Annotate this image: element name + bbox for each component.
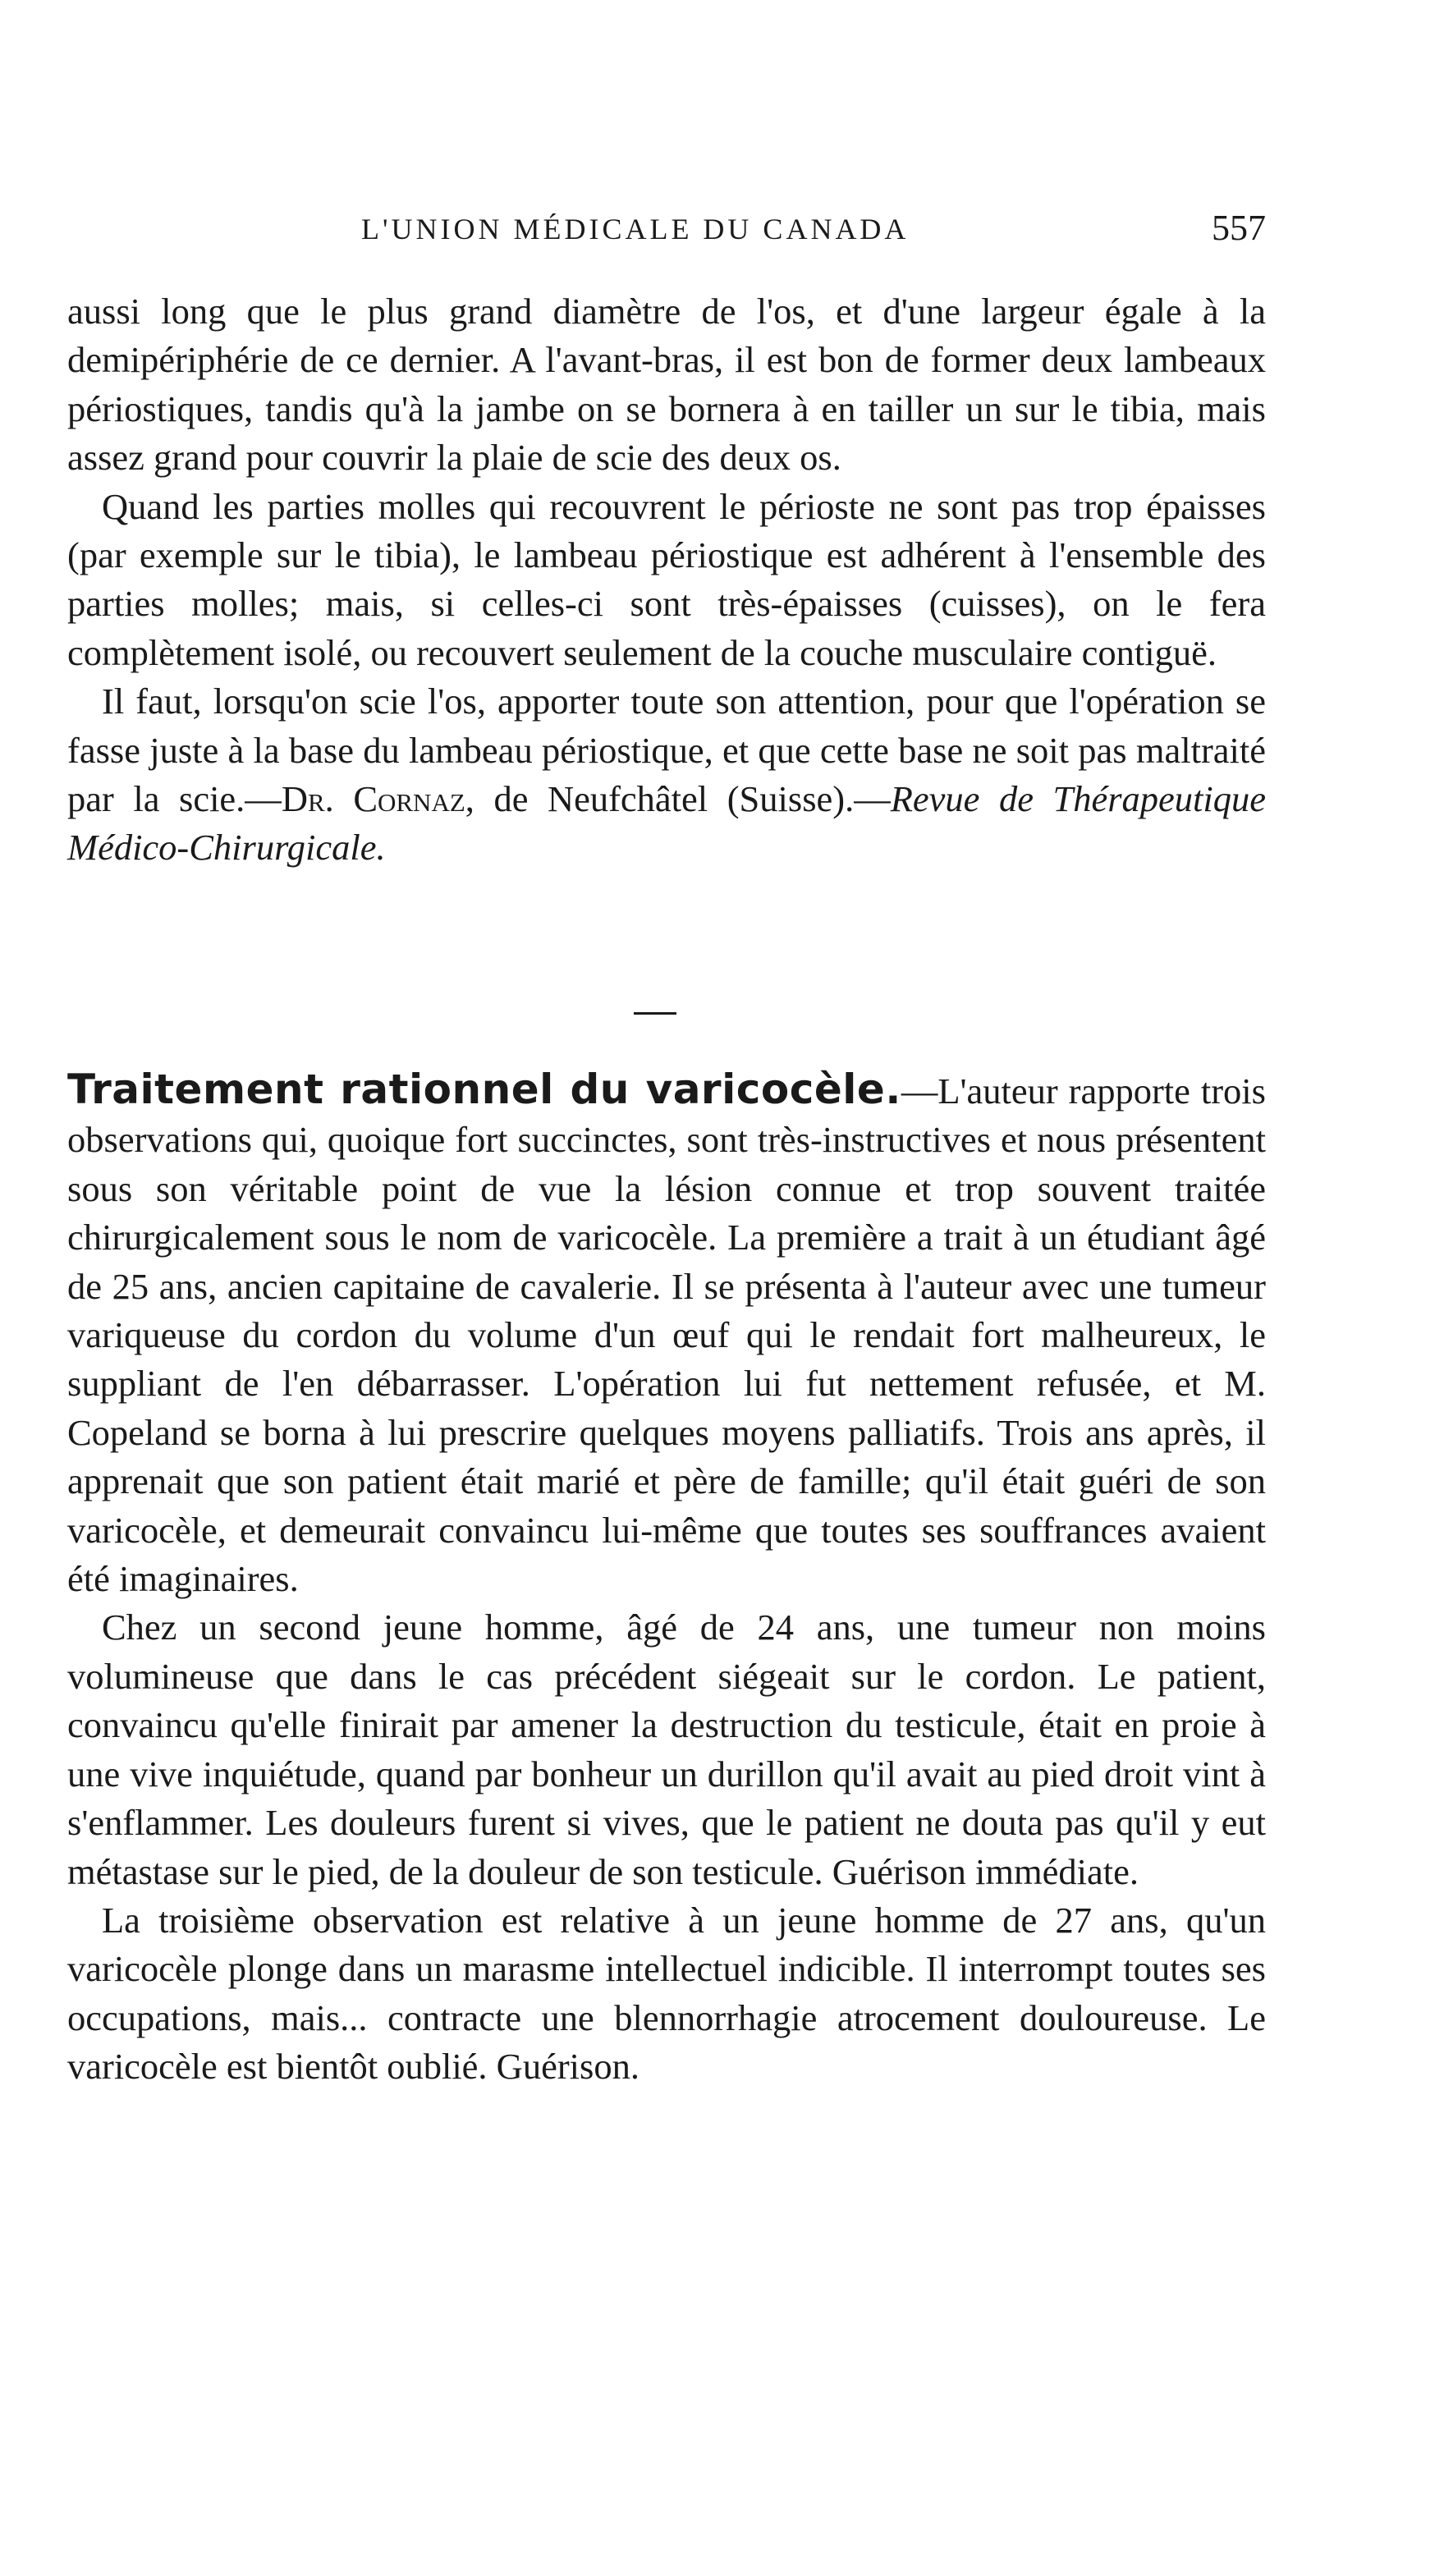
running-title: L'UNION MÉDICALE DU CANADA <box>361 213 910 245</box>
paragraph: La troisième observation est relative à un jeune homme de 27 ans, qu'un varicocèle plonge dans un marasme intellectuel indicible. Il interrompt toutes ses occupations, mais... contracte une blennorrhagie atrocement douloureuse. Le varicocèle est bientôt oublié. Guérison. <box>67 1899 1266 2088</box>
paragraph-with-citation <box>67 677 1266 873</box>
paragraph: Chez un second jeune homme, âgé de 24 ans, une tumeur non moins volumineuse que dans le cas précédent siégeait sur le cordon. Le patient, convaincu qu'elle finirait par amener la destruction du testicule, était en proie à une vive inquiétude, quand par bonheur un durillon qu'il avait au pied droit vint à s'enflammer. Les douleurs furent si vives, que le patient ne douta pas qu'il y eut métastase sur le pied, de la douleur de son testicule. Guérison immédiate. <box>67 1607 1266 1892</box>
article-body <box>67 1066 1266 2092</box>
article-continuation <box>67 287 1266 873</box>
article-varicocele <box>67 1066 1266 2092</box>
source-citation: Revue de Thérapeutique Médico-Chirurgicale. <box>67 778 1267 869</box>
section-separator <box>634 1012 676 1015</box>
author-place: , de Neufchâtel (Suisse).— <box>465 778 891 820</box>
paragraph: Quand les parties molles qui recouvrent le périoste ne sont pas trop épaisses (par exemple sur le tibia), le lambeau périostique est adhérent à l'ensemble des parties molles; mais, si celles-ci sont très-épaisses (cuisses), on le fera complètement isolé, ou recouvert seulement de la couche musculaire contiguë. <box>67 485 1266 673</box>
author-name: Cornaz <box>353 778 465 820</box>
paragraph: aussi long que le plus grand diamètre de l'os, et d'une largeur égale à la demipériphérie de ce dernier. A l'avant-bras, il est bon de former deux lambeaux périostiques, tandis qu'à la jambe on se bornera à en tailler un sur le tibia, mais assez grand pour couvrir la plaie de scie des deux os. <box>67 291 1266 479</box>
author-title: Dr. <box>281 778 334 820</box>
paragraph-text: Il faut, lorsqu'on scie l'os, apporter toute son attention, pour que l'opération se fasse juste à la base du lambeau périostique, et que cette base ne soit pas maltraité par la scie.— <box>67 681 1266 820</box>
lead-paragraph <box>67 1066 1266 1603</box>
article-heading: Traitement rationnel du varicocèle. <box>67 1066 901 1113</box>
paragraph-text: —L'auteur rapporte trois observations qui, quoique fort succinctes, sont très-instructives et nous présentent sous son véritable point de vue la lésion connue et trop souvent traitée chirurgicalement sous le nom de varicocèle. La première a trait à un étudiant âgé de 25 ans, ancien capitaine de cavalerie. Il se présenta à l'auteur avec une tumeur variqueuse du cordon du volume d'un œuf qui le rendait fort malheureux, le suppliant de l'en débarrasser. L'opération lui fut nettement refusée, et M. Copeland se borna à lui prescrire quelques moyens palliatifs. Trois ans après, il apprenait que son patient était marié et père de famille; qu'il était guéri de son varicocèle, et demeurait convaincu lui-même que toutes ses souffrances avaient été imaginaires. <box>67 1070 1266 1600</box>
running-head <box>67 208 1266 261</box>
page-number: 557 <box>1212 208 1266 248</box>
